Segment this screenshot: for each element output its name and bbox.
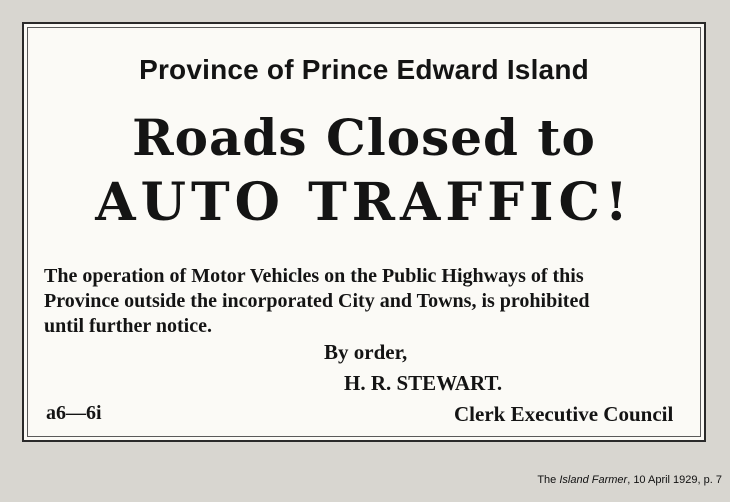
notice-body-line: The operation of Motor Vehicles on the Public Highways of this	[44, 265, 584, 287]
caption-publication: Island Farmer	[559, 474, 628, 486]
notice-body	[44, 264, 684, 339]
notice-code: a6—6i	[46, 402, 102, 424]
roads-closed-notice	[22, 22, 706, 442]
by-order-text: By order,	[324, 340, 408, 364]
source-caption	[537, 474, 722, 486]
notice-body-line: until further notice.	[44, 315, 212, 337]
notice-heading: Province of Prince Edward Island	[139, 54, 589, 85]
notice-title-line1: Roads Closed to	[132, 108, 596, 167]
caption-post: , 10 April 1929, p. 7	[627, 474, 722, 486]
signer-name: H. R. STEWART.	[344, 371, 503, 395]
notice-title-line2: AUTO TRAFFIC!	[95, 172, 633, 233]
caption-pre: The	[537, 474, 560, 486]
signer-title: Clerk Executive Council	[454, 402, 674, 426]
notice-body-line: Province outside the incorporated City and Towns, is prohibited	[44, 290, 590, 312]
